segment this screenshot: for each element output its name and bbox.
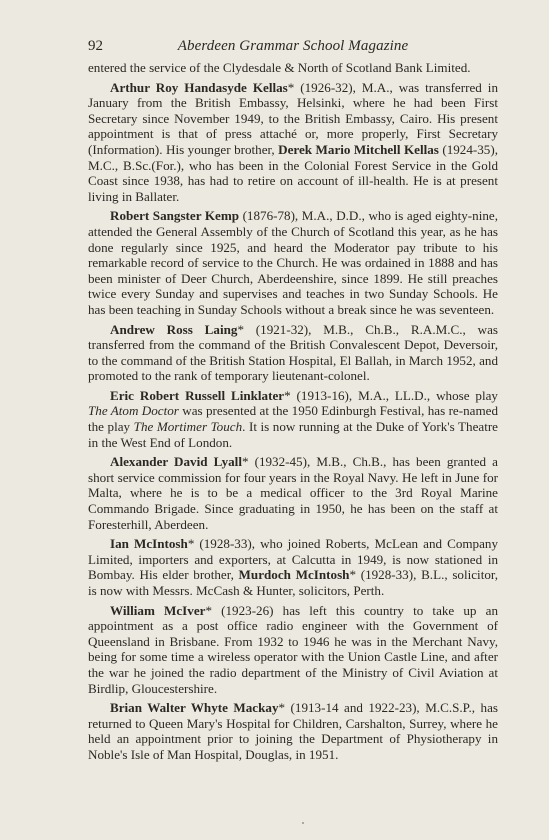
alumni-entry-paragraph: [88, 536, 498, 598]
play-title: The Atom Doctor: [88, 403, 179, 419]
person-name: Alexander David Lyall: [110, 454, 242, 470]
person-name: William McIver: [110, 602, 206, 618]
person-name: Derek Mario Mitchell Kellas: [278, 141, 439, 157]
alumni-entry-paragraph: [88, 603, 498, 697]
person-name: Murdoch McIntosh: [238, 567, 350, 583]
alumni-entry-paragraph: [88, 322, 498, 384]
person-name: Ian McIntosh: [110, 536, 188, 552]
paper-speck: [302, 822, 304, 824]
alumni-entry-paragraph: [88, 80, 498, 205]
entry-text: * (1932-45), M.B., Ch.B., has been granted a short service commission for four years in the Royal Navy. He left in June for Malta, where he is to be a medical officer to the 3rd Royal Marine Commando Brigade. Since graduating in 1950, he has been on the staff at Foresterhill, Aberdeen.: [88, 454, 498, 532]
play-title: The Mortimer Touch: [133, 419, 243, 435]
continued-paragraph: [88, 60, 498, 76]
body-text: [88, 60, 498, 767]
entry-text: entered the service of the Clydesdale & North of Scotland Bank Limited.: [88, 60, 471, 75]
entry-text: * (1926-32), M.A., was transferred in January from the British Embassy, Helsinki, where he had been First Secretary since November 1949, to the British Embassy, Cairo. His present appointment is that of press attaché or, more properly, First Secretary (Information). His younger brother,: [88, 79, 498, 157]
page-number: 92: [88, 38, 103, 54]
alumni-entry-paragraph: [88, 454, 498, 532]
person-name: Robert Sangster Kemp: [110, 208, 240, 224]
alumni-entry-paragraph: [88, 700, 498, 762]
person-name: Arthur Roy Handasyde Kellas: [110, 79, 288, 95]
alumni-entry-paragraph: [88, 208, 498, 317]
entry-text: was presented at the 1950 Edinburgh Festival, has re-named the play: [88, 403, 498, 435]
entry-text: * (1913-16), M.A., LL.D., whose play: [284, 387, 498, 403]
entry-text: * (1923-26) has left this country to take up an appointment as a post office radio engineer with the Government of Queensland in Brisbane. From 1932 to 1946 he was in the Merchant Navy, being for some time a wireless operator with the Union Castle Line, and after the war he joined the radio department of the Ministry of Civil Aviation at Birdlip, Gloucestershire.: [88, 602, 498, 696]
entry-text: . It is now running at the Duke of York's Theatre in the West End of London.: [88, 419, 498, 450]
person-name: Eric Robert Russell Linklater: [110, 387, 285, 403]
entry-text: * (1921-32), M.B., Ch.B., R.A.M.C., was transferred from the command of the British Convalescent Depot, Deversoir, to the command of the British Station Hospital, El Ballah, in March 1952, and promoted to the rank of temporary lieutenant-colonel.: [88, 321, 498, 384]
entry-text: * (1928-33), who joined Roberts, McLean and Company Limited, importers and exporters, at Calcutta in 1949, is now stationed in Bombay. His elder brother,: [88, 536, 499, 583]
person-name: Brian Walter Whyte Mackay: [110, 700, 279, 716]
running-title: Aberdeen Grammar School Magazine: [177, 38, 409, 54]
entry-text: * (1913-14 and 1922-23), M.C.S.P., has returned to Queen Mary's Hospital for Children, Carshalton, Surrey, where he held an appointment prior to joining the Department of Physiotherapy in Noble's Isle of Man Hospital, Douglas, in 1951.: [88, 700, 498, 762]
person-name: Andrew Ross Laing: [110, 321, 238, 337]
entry-text: (1924-35), M.C., B.Sc.(For.), who has been in the Colonial Forest Service in the Gold Coast since 1938, has had to retire on account of ill-health. He is at present living in Ballater.: [88, 141, 498, 204]
page-header: [88, 38, 498, 58]
entry-text: (1876-78), M.A., D.D., who is aged eighty-nine, attended the General Assembly of the Church of Scotland this year, as he has done regularly since 1925, and heard the Moderator pay tribute to his remarkable record of service to the Church. He was ordained in 1888 and has been minister of Deer Church, Aberdeenshire, since 1899. He still preaches twice every Sunday and supervises and teaches in two Sunday Schools. He has been teaching in Sunday Schools without a break since he was seventeen.: [88, 208, 498, 317]
entry-text: * (1928-33), B.L., solicitor, is now with Messrs. McCash & Hunter, solicitors, Perth.: [88, 567, 498, 598]
alumni-entry-paragraph: [88, 388, 498, 450]
